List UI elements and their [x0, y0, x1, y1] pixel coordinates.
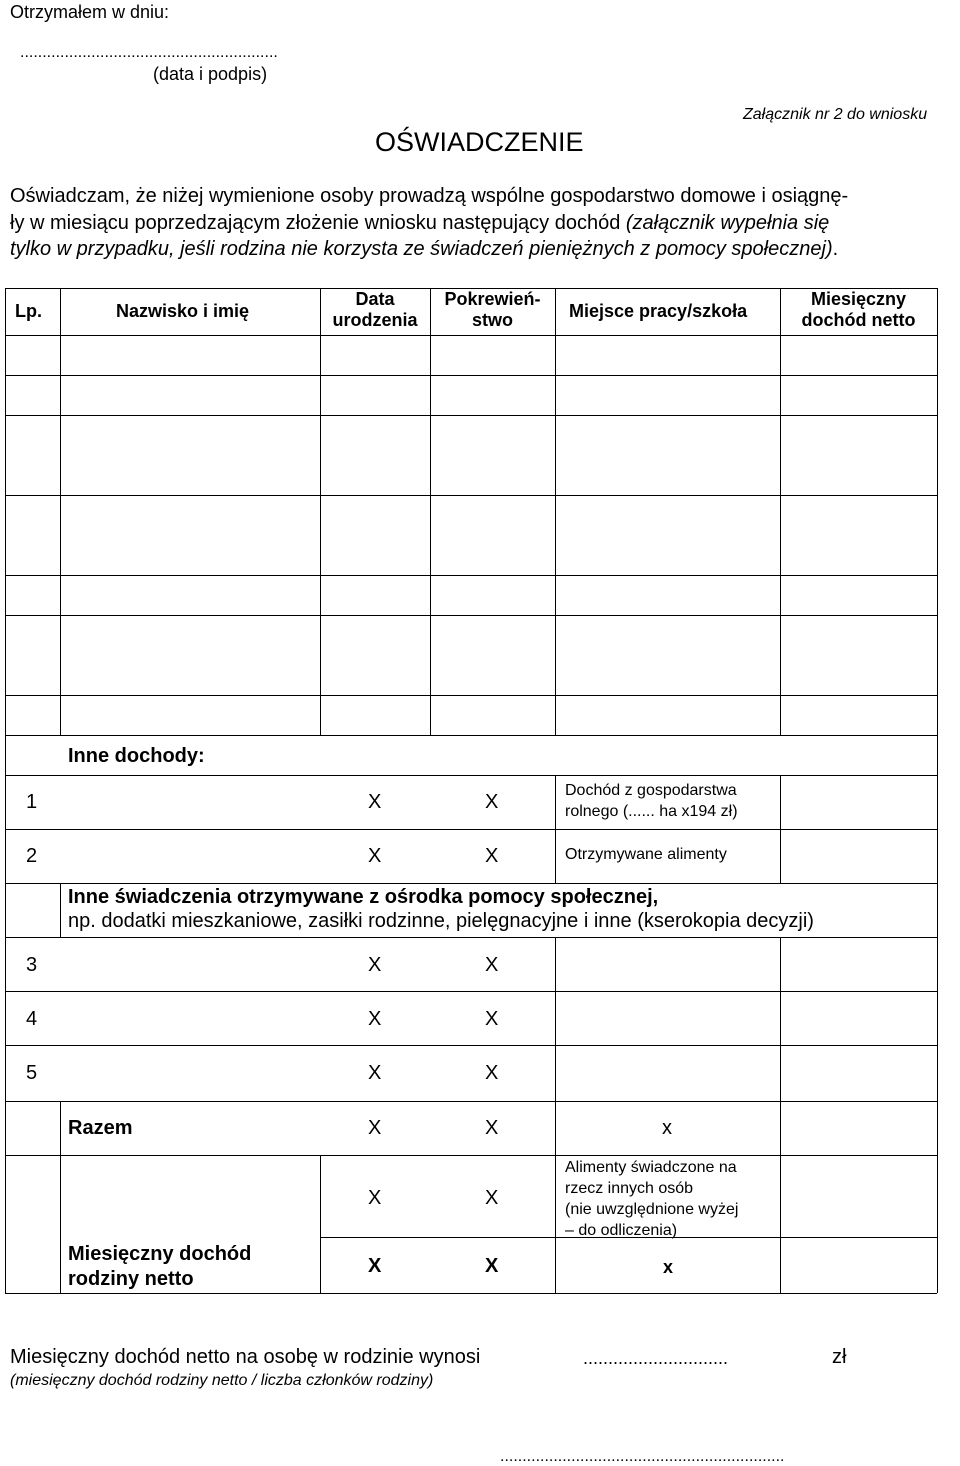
header-income	[780, 289, 937, 330]
signature-caption: (data i podpis)	[153, 64, 268, 84]
header-workplace: Miejsce pracy/szkoła	[569, 301, 748, 321]
family-income-label-line1: Miesięczny dochód	[68, 1243, 252, 1265]
row-5-x2: X	[485, 1062, 499, 1084]
row-2-description: Otrzymywane alimenty	[565, 846, 727, 863]
row-1-x1: X	[368, 791, 382, 813]
total-x2: X	[485, 1117, 499, 1139]
header-income-line1: Miesięczny	[810, 289, 907, 309]
intro-line-2-text: ły w miesiącu poprzedzającym złożenie wniosku następujący dochód	[10, 211, 626, 234]
benefits-title-line1	[68, 886, 658, 909]
header-name: Nazwisko i imię	[116, 301, 250, 321]
header-dob-line2: urodzenia	[332, 309, 418, 330]
benefits-title-line2: np. dodatki mieszkaniowe, zasiłki rodzinne, pielęgnacyjne i inne (kserokopia decyzji)	[68, 910, 814, 932]
intro-line-3-italic: tylko w przypadku, jeśli rodzina nie korzysta ze świadczeń pieniężnych z pomocy społecznej)	[10, 238, 833, 260]
formula-note: (miesięczny dochód rodziny netto / liczba członków rodziny)	[10, 1372, 434, 1389]
header-relation-line1: Pokrewień-	[444, 289, 541, 309]
per-person-value[interactable]: .............................	[583, 1348, 729, 1368]
header-income-line2: dochód netto	[801, 309, 916, 330]
intro-line-2	[10, 210, 955, 237]
alimony-line4: – do odliczenia)	[565, 1222, 678, 1239]
row-3-x1: X	[368, 954, 382, 976]
intro-line-1: Oświadczam, że niżej wymienione osoby prowadzą wspólne gospodarstwo domowe i osiągnę-	[10, 185, 849, 207]
row-1-number: 1	[26, 791, 38, 813]
intro-line-2-italic: (załącznik wypełnia się	[625, 211, 830, 234]
family-x2: X	[485, 1187, 499, 1209]
intro-paragraph	[10, 183, 955, 263]
intro-line-3-end: .	[832, 238, 839, 260]
row-3-x2: X	[485, 954, 499, 976]
other-income-title: Inne dochody:	[68, 745, 205, 767]
family-income-label-line2: rodziny netto	[68, 1268, 194, 1290]
row-2-x2: X	[485, 845, 499, 867]
received-signature-line[interactable]: ..........................................................	[20, 44, 278, 61]
footer-signature-line[interactable]: ................................................................	[500, 1448, 785, 1465]
family-bx3: x	[663, 1257, 674, 1277]
alimony-note	[565, 1157, 738, 1241]
family-x1: X	[368, 1187, 382, 1209]
header-dob-line1: Data	[355, 289, 395, 309]
received-label: Otrzymałem w dniu:	[10, 2, 170, 22]
row-4-number: 4	[26, 1008, 38, 1030]
header-relation	[430, 289, 555, 330]
alimony-line3: (nie uwzględnione wyżej	[565, 1201, 739, 1218]
attachment-label: Załącznik nr 2 do wniosku	[743, 106, 928, 123]
page-title: OŚWIADCZENIE	[375, 127, 584, 157]
row-3-number: 3	[26, 954, 38, 976]
row-1-desc-line2: rolnego (...... ha x194 zł)	[565, 803, 738, 820]
header-lp: Lp.	[15, 301, 42, 321]
row-4-x2: X	[485, 1008, 499, 1030]
total-x1: X	[368, 1117, 382, 1139]
family-bx1: X	[368, 1255, 382, 1277]
row-2-number: 2	[26, 845, 38, 867]
row-4-x1: X	[368, 1008, 382, 1030]
per-person-label: Miesięczny dochód netto na osobę w rodzinie wynosi	[10, 1346, 481, 1368]
row-2-x1: X	[368, 845, 382, 867]
family-income-label	[68, 1242, 251, 1292]
row-5-number: 5	[26, 1062, 38, 1084]
row-5-x1: X	[368, 1062, 382, 1084]
family-bx2: X	[485, 1255, 499, 1277]
row-1-x2: X	[485, 791, 499, 813]
header-relation-line2: stwo	[471, 309, 513, 330]
header-dob	[320, 289, 430, 330]
intro-line-3	[10, 236, 955, 263]
total-label: Razem	[68, 1117, 133, 1139]
row-1-desc-line1: Dochód z gospodarstwa	[565, 782, 737, 799]
alimony-line2: rzecz innych osób	[565, 1180, 694, 1197]
currency-label: zł	[832, 1346, 847, 1368]
row-1-description	[565, 780, 738, 822]
total-x3: x	[662, 1117, 672, 1139]
benefits-title-line1-text: Inne świadczenia otrzymywane z ośrodka pomocy społecznej,	[68, 886, 659, 908]
alimony-line1: Alimenty świadczone na	[565, 1159, 737, 1176]
